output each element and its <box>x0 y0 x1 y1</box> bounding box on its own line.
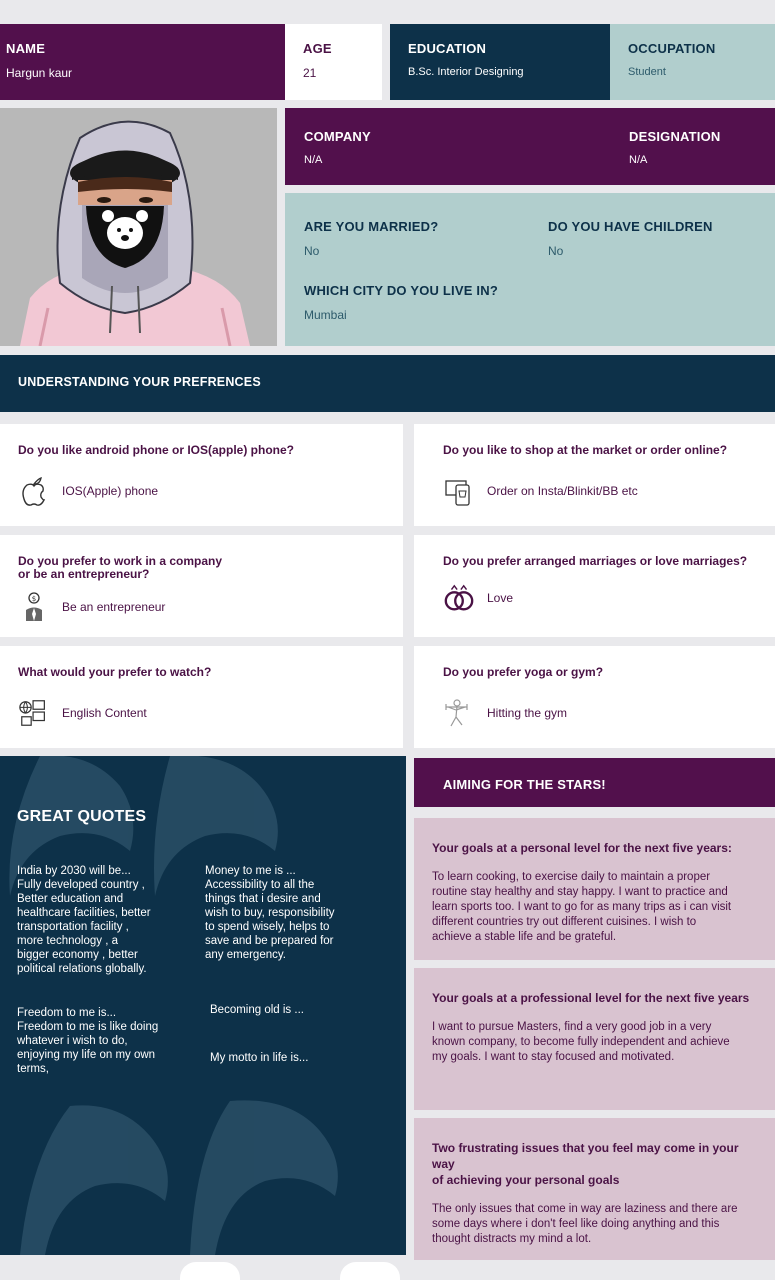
city-label: WHICH CITY DO YOU LIVE IN? <box>304 283 498 298</box>
frustrating-issues-text: The only issues that come in way are laziness and there are some days where i don't feel like doing anything and this thought distracts my mind a lot. <box>432 1203 738 1245</box>
name-field <box>0 24 285 100</box>
married-value: No <box>304 244 320 258</box>
professional-goals-title: Your goals at a professional level for the next five years <box>432 991 750 1005</box>
pref-question: Do you like to shop at the market or order online? <box>443 443 728 457</box>
education-field <box>390 24 610 100</box>
children-value: No <box>548 244 564 258</box>
professional-goals-text: I want to pursue Masters, find a very good job in a very known company, to become fully independent and achieve my goals. I want to stay focused and motivated. <box>432 1021 730 1063</box>
age-field <box>285 24 382 100</box>
frustrating-issues-box <box>414 1118 775 1260</box>
designation-label: DESIGNATION <box>629 129 721 144</box>
decorative-shape <box>180 1262 240 1280</box>
quote-money: Money to me is ... Accessibility to all the things that i desire and wish to buy, responsibility to spend wisely, helps to save and be prepared for any emergency. <box>205 865 335 961</box>
pref-answer: English Content <box>62 706 147 720</box>
city-field <box>304 283 498 322</box>
designation-field <box>629 129 721 166</box>
children-field <box>548 219 713 258</box>
professional-goals-box <box>414 968 775 1110</box>
company-row <box>285 108 775 185</box>
pref-card-marriage <box>414 535 775 637</box>
preferences-header <box>0 355 775 412</box>
rings-icon <box>443 582 475 614</box>
pref-card-shopping <box>414 424 775 526</box>
quote-freedom: Freedom to me is... Freedom to me is like doing whatever i wish to do, enjoying my life on my own terms, <box>17 1007 159 1075</box>
personal-status-panel <box>285 193 775 346</box>
city-value: Mumbai <box>304 308 347 322</box>
pref-answer: Hitting the gym <box>487 706 568 720</box>
entrepreneur-icon <box>18 591 50 623</box>
occupation-field <box>610 24 775 100</box>
company-value: N/A <box>304 154 323 166</box>
quotes-panel <box>0 756 406 1255</box>
children-label: DO YOU HAVE CHILDREN <box>548 219 713 234</box>
company-field <box>304 129 371 166</box>
pref-question: Do you prefer yoga or gym? <box>443 665 604 679</box>
pref-card-fitness <box>414 646 775 748</box>
age-value: 21 <box>303 66 317 80</box>
watch-content-icon <box>18 697 50 729</box>
decorative-shape <box>340 1262 400 1280</box>
quote-motto: My motto in life is... <box>210 1052 309 1064</box>
pref-question: Do you like android phone or IOS(apple) phone? <box>18 443 295 457</box>
married-label: ARE YOU MARRIED? <box>304 219 439 234</box>
avatar <box>0 108 277 346</box>
goals-title: AIMING FOR THE STARS! <box>443 777 606 792</box>
pref-answer: IOS(Apple) phone <box>62 484 159 498</box>
education-label: EDUCATION <box>408 41 487 56</box>
personal-goals-box <box>414 818 775 960</box>
pref-card-watch <box>0 646 403 748</box>
frustrating-issues-title: Two frustrating issues that you feel may come in your way of achieving your personal goals <box>432 1141 739 1187</box>
svg-text:$: $ <box>31 595 37 603</box>
name-label: NAME <box>6 41 46 56</box>
online-shopping-icon <box>443 475 475 507</box>
occupation-label: OCCUPATION <box>628 41 716 56</box>
pref-question: Do you prefer arranged marriages or love marriages? <box>443 554 748 568</box>
apple-icon <box>18 475 50 507</box>
preferences-title: UNDERSTANDING YOUR PREFRENCES <box>18 375 261 389</box>
goals-header <box>414 758 775 807</box>
pref-card-work <box>0 535 403 637</box>
gym-icon <box>443 697 475 729</box>
personal-goals-text: To learn cooking, to exercise daily to maintain a proper routine stay healthy and stay happy. I want to practice and learn sports too. I want to go for as many trips as i can visit different countries try out different cuisines. I wish to achieve a stable life and be grateful. <box>432 871 732 943</box>
married-field <box>304 219 438 258</box>
quotes-title: GREAT QUOTES <box>17 808 147 825</box>
pref-answer: Order on Insta/Blinkit/BB etc <box>487 484 638 498</box>
company-label: COMPANY <box>304 129 371 144</box>
education-value: B.Sc. Interior Designing <box>408 66 524 78</box>
name-value: Hargun kaur <box>6 66 73 80</box>
pref-answer: Be an entrepreneur <box>62 600 166 614</box>
age-label: AGE <box>303 41 332 56</box>
pref-question: Do you prefer to work in a company or be an entrepreneur? <box>18 554 223 581</box>
pref-question: What would your prefer to watch? <box>18 665 212 679</box>
quote-becoming-old: Becoming old is ... <box>210 1004 304 1016</box>
designation-value: N/A <box>629 154 648 166</box>
pref-card-phone <box>0 424 403 526</box>
avatar-illustration <box>0 108 277 346</box>
quote-india: India by 2030 will be... Fully developed country , Better education and healthcare facilities, better transportation facility , more technology , a bigger economy , better political relations globally. <box>17 865 151 975</box>
pref-answer: Love <box>487 591 514 605</box>
personal-goals-title: Your goals at a personal level for the next five years: <box>432 841 732 855</box>
occupation-value: Student <box>628 66 666 78</box>
